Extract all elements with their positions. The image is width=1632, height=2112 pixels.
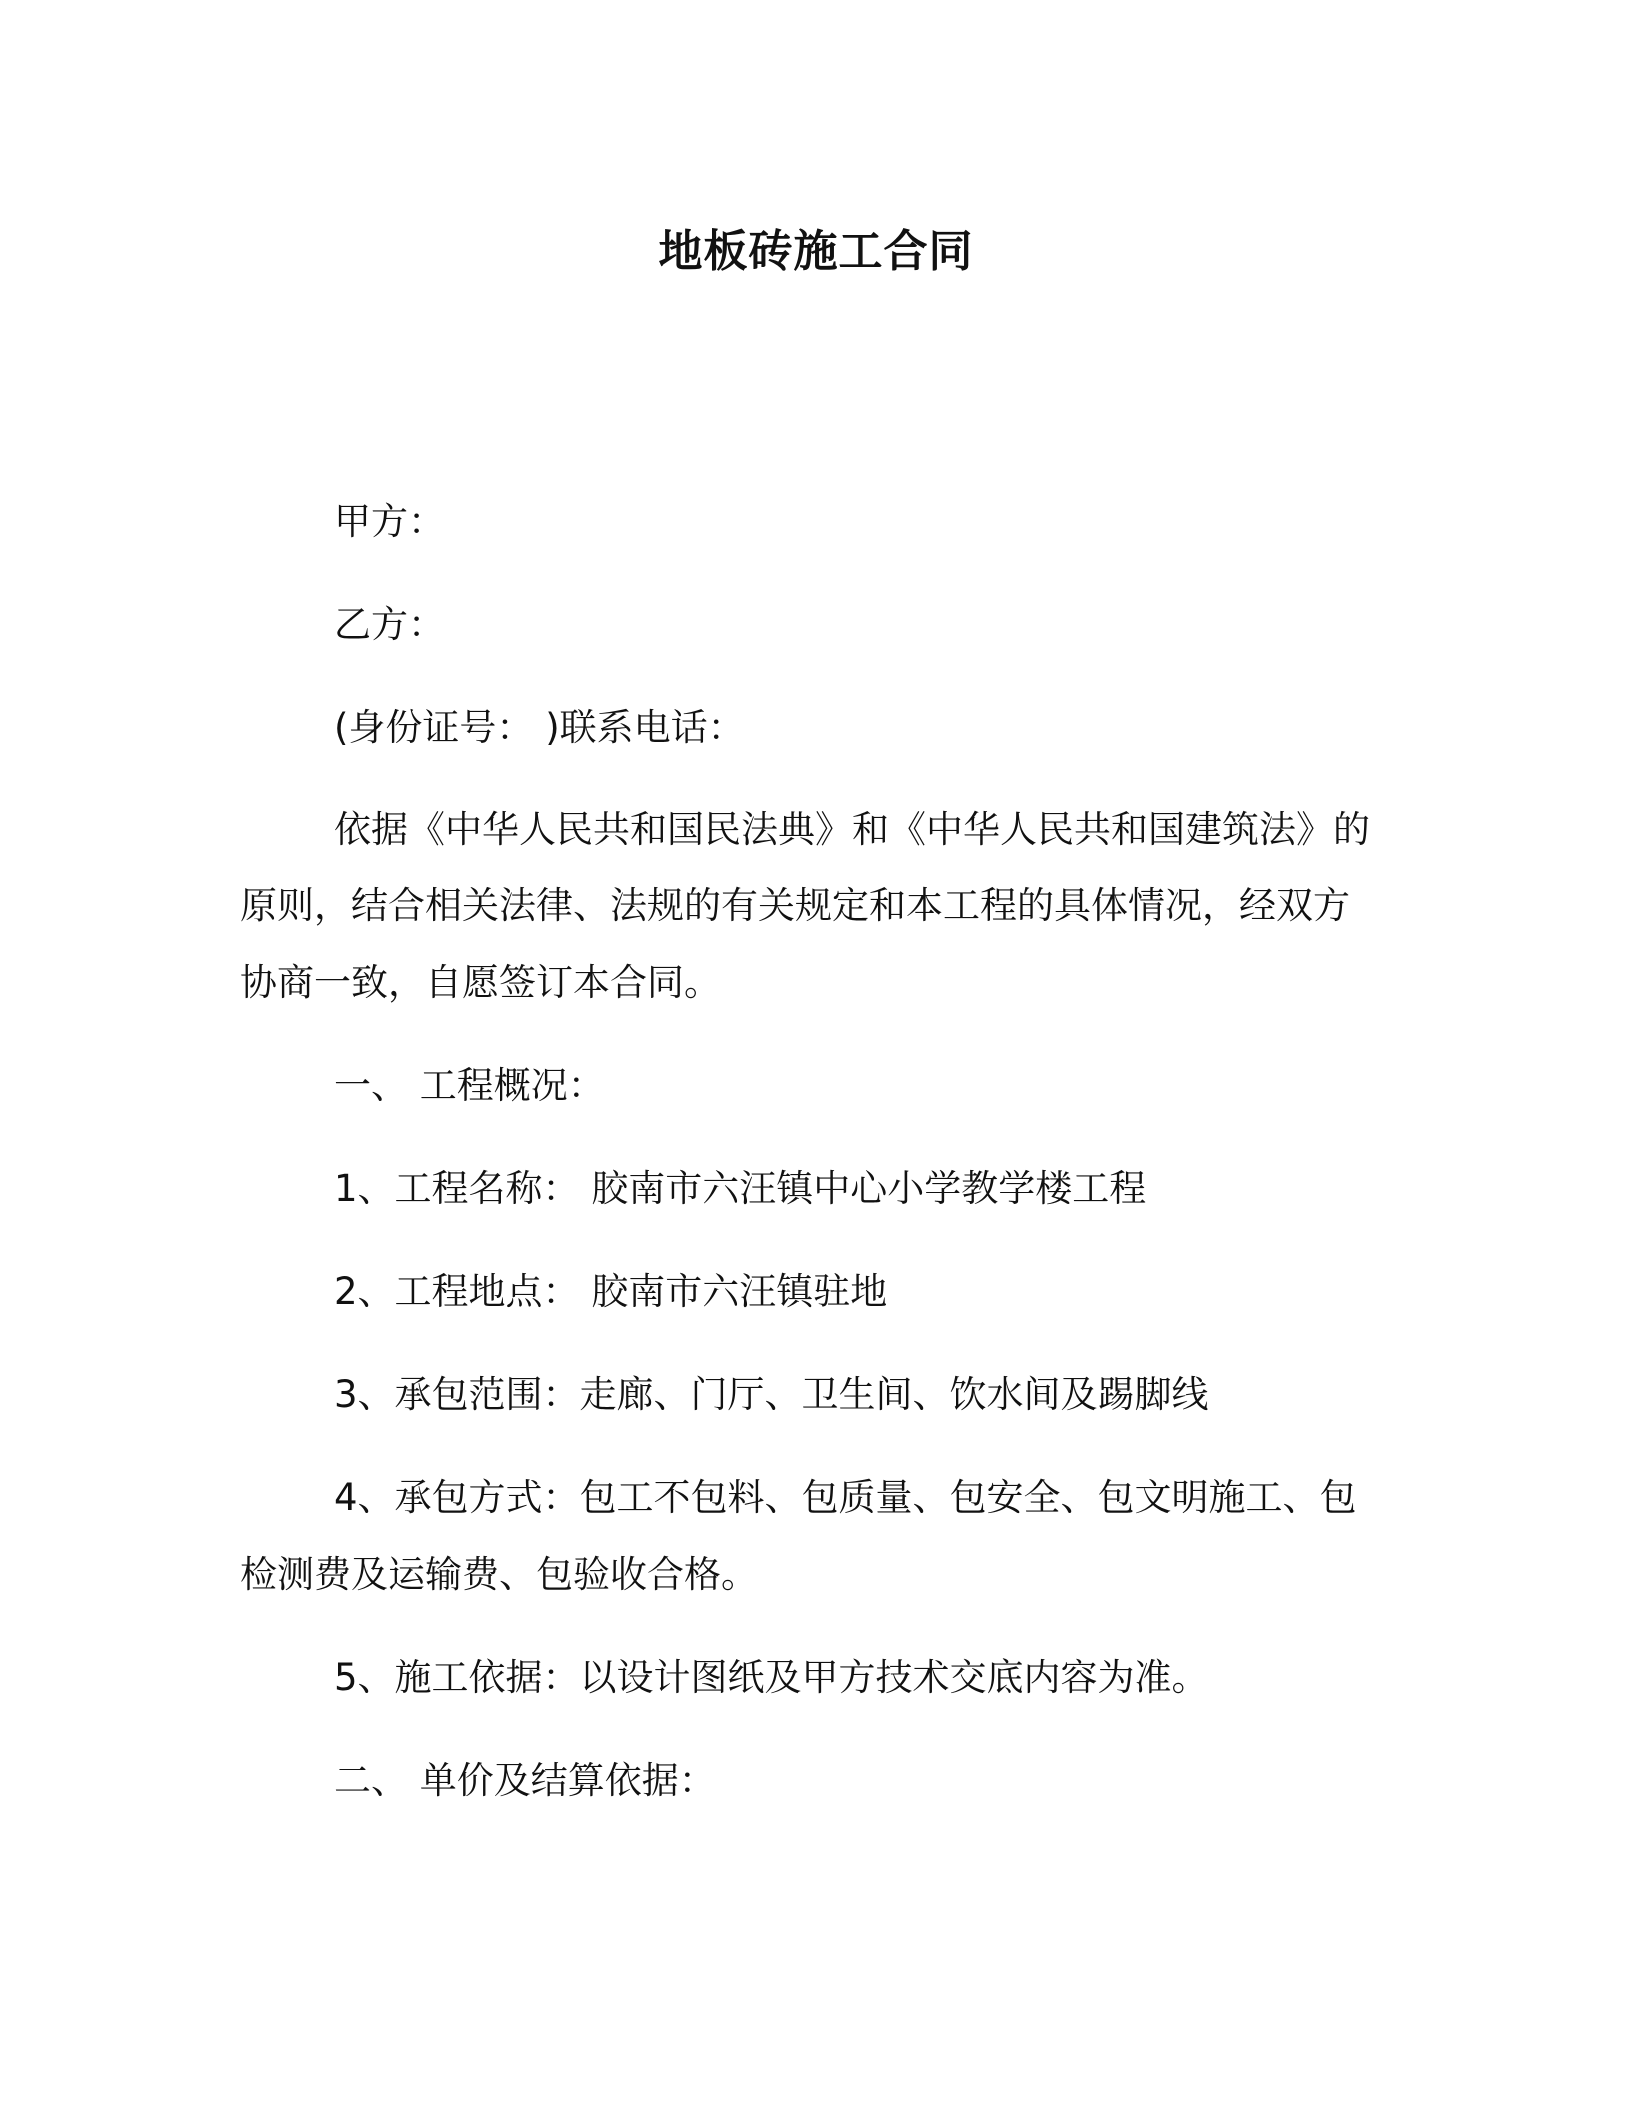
document-title: 地板砖施工合同 [658,226,974,277]
intro-line-2: 原则，结合相关法律、法规的有关规定和本工程的具体情况，经双方 [240,884,1350,927]
section-1-item-5: 5、施工依据：以设计图纸及甲方技术交底内容为准。 [334,1656,1209,1699]
section-2-heading: 二、 单价及结算依据： [334,1759,716,1802]
id-phone-line: (身份证号： )联系电话： [334,706,745,749]
section-1-item-1: 1、工程名称： 胶南市六汪镇中心小学教学楼工程 [334,1167,1147,1210]
section-1-heading: 一、 工程概况： [334,1064,605,1107]
intro-line-1: 依据《中华人民共和国民法典》和《中华人民共和国建筑法》的 [334,808,1370,851]
section-1-item-4-line-1: 4、承包方式：包工不包料、包质量、包安全、包文明施工、包 [334,1476,1357,1519]
section-1-item-2: 2、工程地点： 胶南市六汪镇驻地 [334,1270,888,1313]
section-1-item-4-line-2: 检测费及运输费、包验收合格。 [240,1553,758,1596]
section-1-item-3: 3、承包范围：走廊、门厅、卫生间、饮水间及踢脚线 [334,1373,1209,1416]
intro-line-3: 协商一致，自愿签订本合同。 [240,961,721,1004]
party-a-line: 甲方： [334,500,445,543]
party-b-line: 乙方： [334,603,445,646]
